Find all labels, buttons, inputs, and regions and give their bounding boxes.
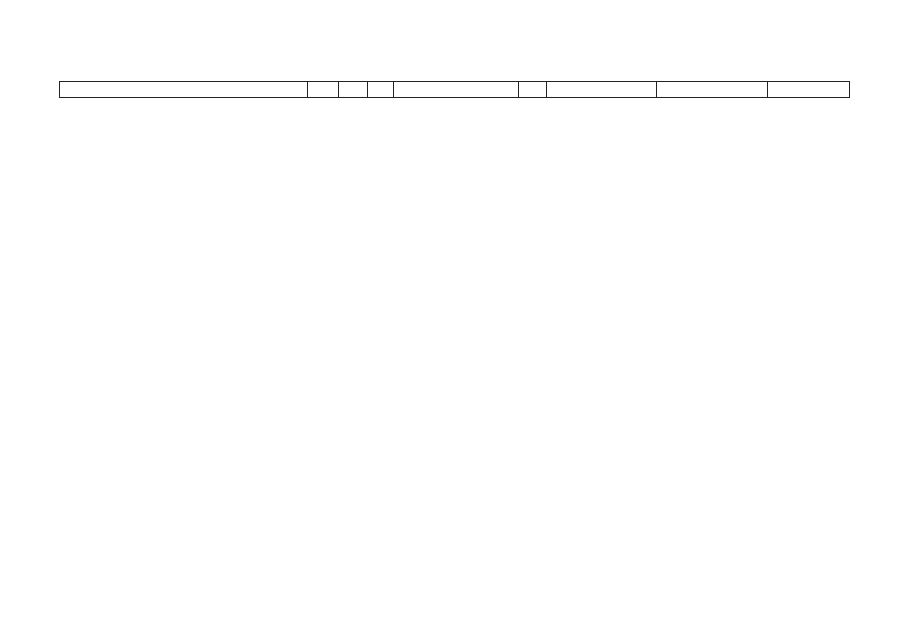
col-header-2 xyxy=(308,82,339,98)
col-header-3 xyxy=(339,82,368,98)
col-header-4 xyxy=(368,82,394,98)
col-header-5 xyxy=(394,82,519,98)
col-header-1 xyxy=(60,82,308,98)
col-header-8 xyxy=(657,82,768,98)
column-header-row xyxy=(59,81,850,98)
col-header-9 xyxy=(768,82,850,98)
col-header-6 xyxy=(519,82,547,98)
col-header-7 xyxy=(547,82,657,98)
